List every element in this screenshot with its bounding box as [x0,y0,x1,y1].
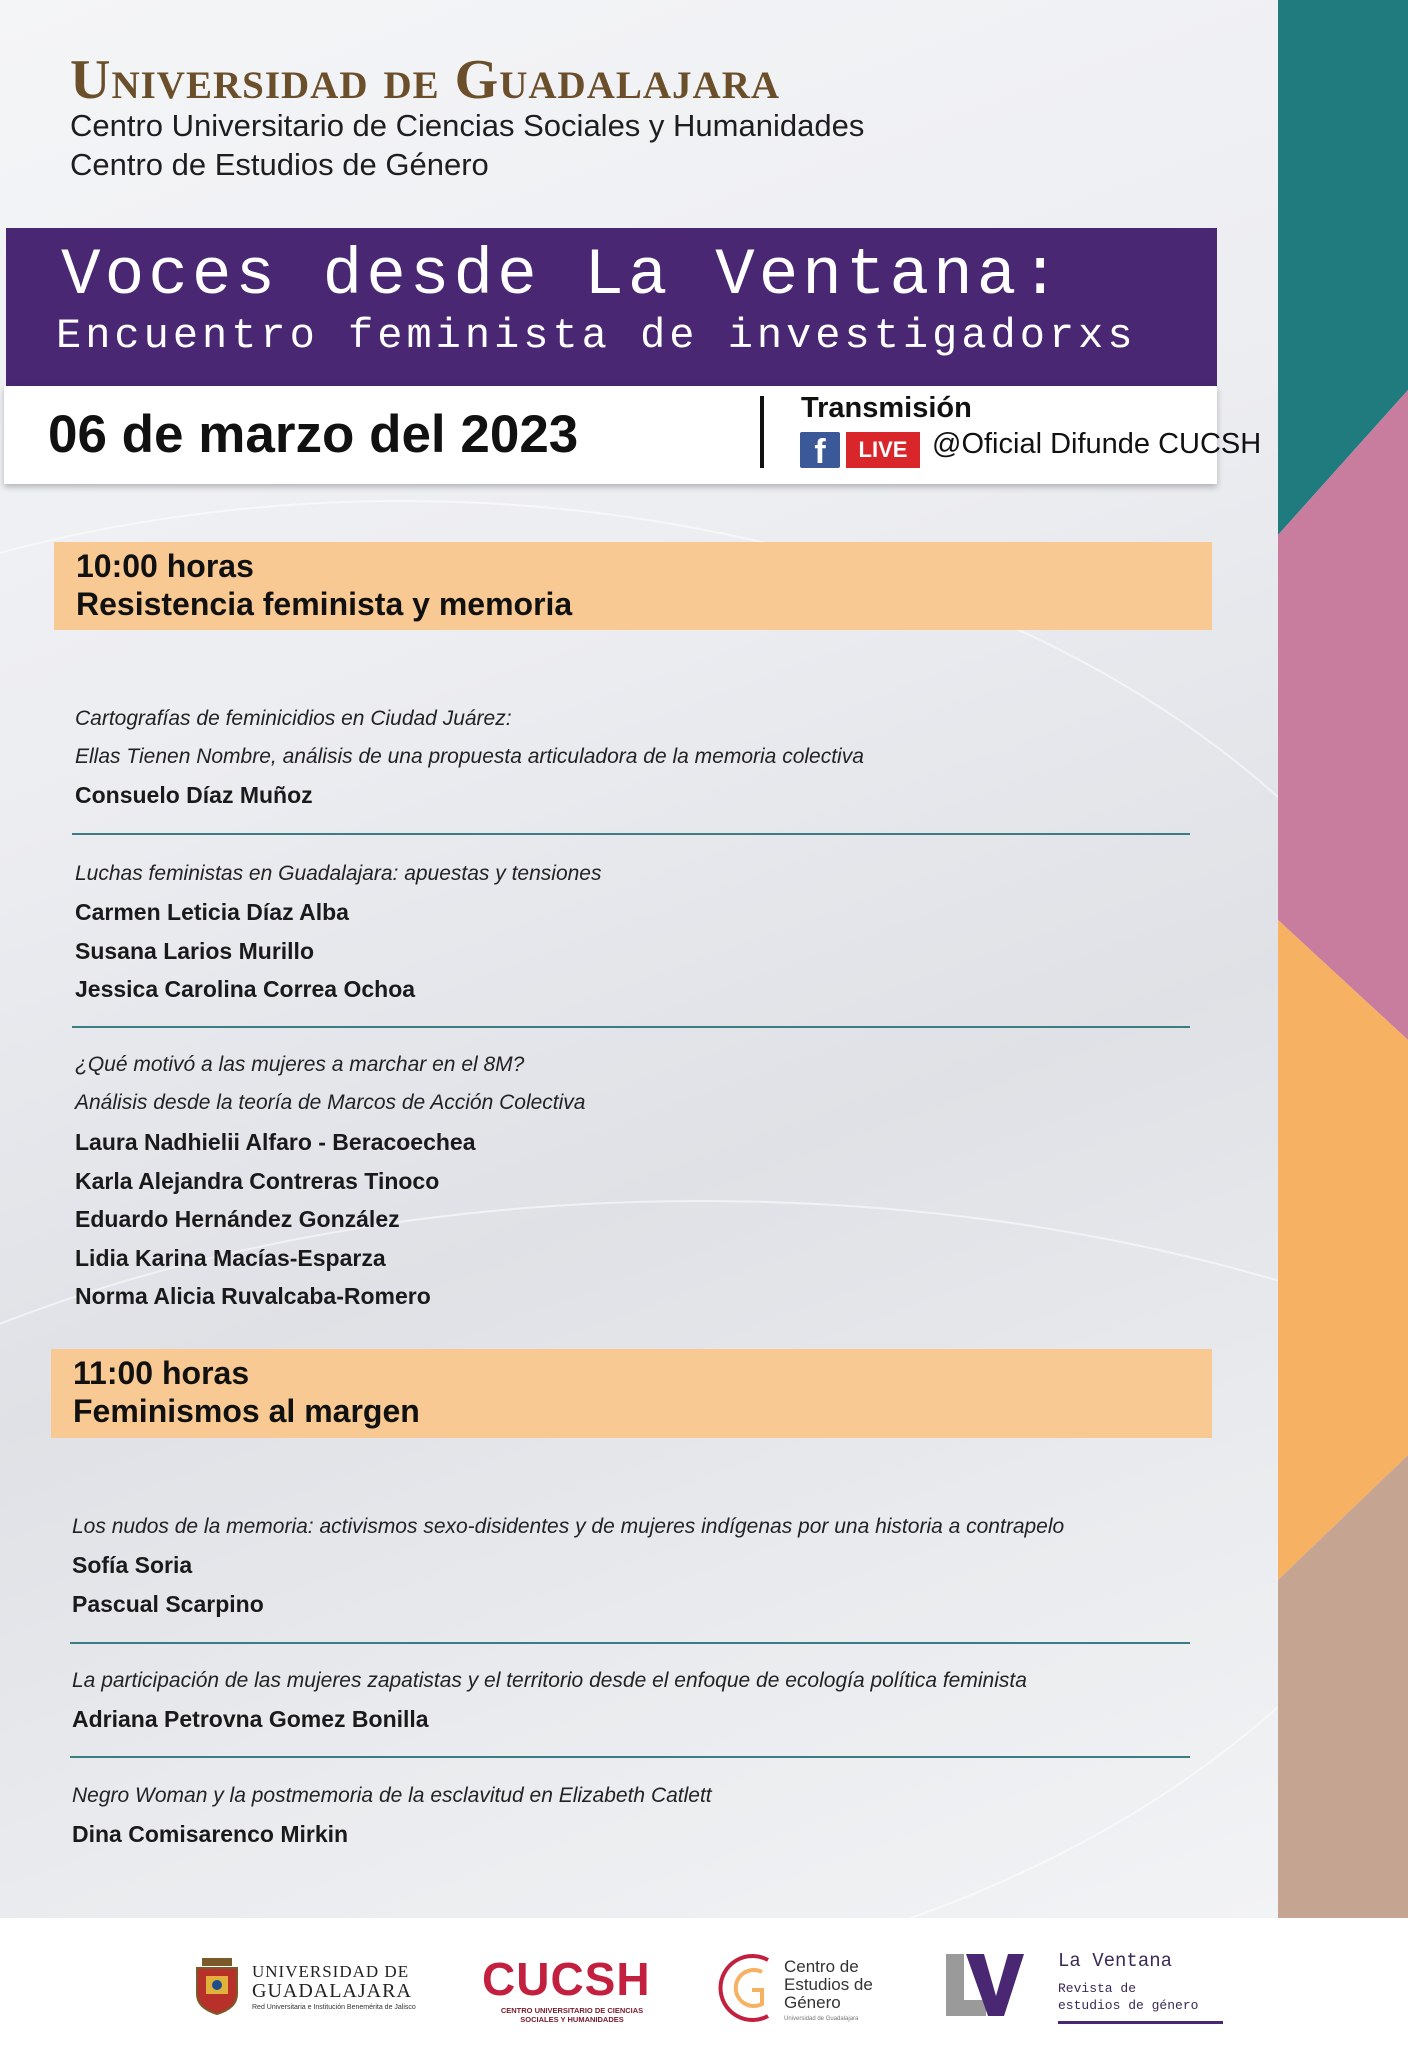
talk-author: Adriana Petrovna Gomez Bonilla [72,1706,429,1732]
divider [72,833,1190,835]
talk-title: Ellas Tienen Nombre, análisis de una propuesta articuladora de la memoria colectiva [75,745,864,768]
talk-author: Norma Alicia Ruvalcaba-Romero [75,1283,431,1309]
la-ventana-subtitle [1058,1980,1198,2014]
centro-estudios-genero: Centro de Estudios de Género [70,147,489,182]
event-subtitle: Encuentro feminista de investigadorxs [56,312,1137,360]
talk-title: Análisis desde la teoría de Marcos de Acción Colectiva [75,1091,586,1114]
la-ventana-title: La Ventana [1058,1950,1173,1972]
centro-universitario: Centro Universitario de Ciencias Sociales y Humanidades [70,108,865,143]
ceg-line: Estudios de [784,1975,873,1994]
talk-title: Cartografías de feminicidios en Ciudad Juárez: [75,707,512,730]
cucsh-logo: CUCSH [482,1953,651,2005]
ug-logo-line1: UNIVERSIDAD DE [252,1962,410,1981]
talk-title: Negro Woman y la postmemoria de la esclavitud en Elizabeth Catlett [72,1784,712,1807]
talk-author: Karla Alejandra Contreras Tinoco [75,1167,440,1194]
ug-logo-tagline: Red Universitaria e Institución Benemérita de Jalisco [252,2004,416,2011]
ceg-logo-text [784,1958,873,2012]
ug-shield-icon [192,1956,242,2016]
date-divider [760,396,764,468]
session-hour: 11:00 horas [73,1355,250,1391]
talk-title: La participación de las mujeres zapatistas y el territorio desde el enfoque de ecología política feminista [72,1669,1027,1692]
footer [0,1918,1408,2048]
facebook-handle[interactable]: @Oficial Difunde CUCSH [932,428,1262,460]
cucsh-logo-subtitle: CENTRO UNIVERSITARIO DE CIENCIAS SOCIALES Y HUMANIDADES [500,2006,644,2024]
la-ventana-underline [1058,2021,1223,2024]
session-title: Resistencia feminista y memoria [76,586,573,622]
session-hour: 10:00 horas [76,548,254,584]
divider [70,1756,1190,1758]
la-ventana-sub-line: Revista de [1058,1981,1137,1996]
facebook-icon: f [800,432,840,468]
talk-author: Lidia Karina Macías-Esparza [75,1244,386,1271]
ceg-logo-icon [716,1950,780,2026]
talk-author: Eduardo Hernández González [75,1206,400,1232]
talk-title: Los nudos de la memoria: activismos sexo-disidentes y de mujeres indígenas por una historia a contrapelo [72,1515,1065,1538]
la-ventana-sub-line: estudios de género [1058,1998,1199,2013]
talk-title: ¿Qué motivó a las mujeres a marchar en el 8M? [75,1053,525,1076]
transmission-label: Transmisión [801,392,972,424]
event-date: 06 de marzo del 2023 [48,405,579,464]
color-strip [1278,0,1408,1918]
university-name: Universidad de Guadalajara [70,49,781,111]
talk-author: Jessica Carolina Correa Ochoa [75,976,416,1002]
date-bar [4,386,1262,484]
divider [70,1642,1190,1644]
talk-author: Dina Comisarenco Mirkin [72,1821,349,1847]
session-header [54,542,1212,630]
ceg-line: Centro de [784,1957,859,1976]
talk-author: Susana Larios Murillo [75,937,314,964]
talk-author: Sofía Soria [72,1552,193,1578]
live-badge: LIVE [846,432,920,468]
title-banner [6,228,1217,386]
talk-author: Consuelo Díaz Muñoz [75,782,313,808]
event-title: Voces desde La Ventana: [61,238,1064,313]
talk-author: Laura Nadhielii Alfaro - Beracoechea [75,1129,476,1155]
talk-title: Luchas feministas en Guadalajara: apuestas y tensiones [75,862,602,885]
session-title: Feminismos al margen [73,1393,420,1429]
talk-author: Pascual Scarpino [72,1591,264,1617]
ceg-logo-small: Universidad de Guadalajara [784,2016,859,2022]
talk-author: Carmen Leticia Díaz Alba [75,899,349,925]
session-header [51,1349,1212,1438]
divider [72,1026,1190,1028]
color-strip-graphic [1278,0,1408,1918]
ceg-line: Género [784,1993,841,2012]
la-ventana-logo-icon [944,1950,1024,2020]
ug-logo-line2: GUADALAJARA [252,1980,412,2002]
